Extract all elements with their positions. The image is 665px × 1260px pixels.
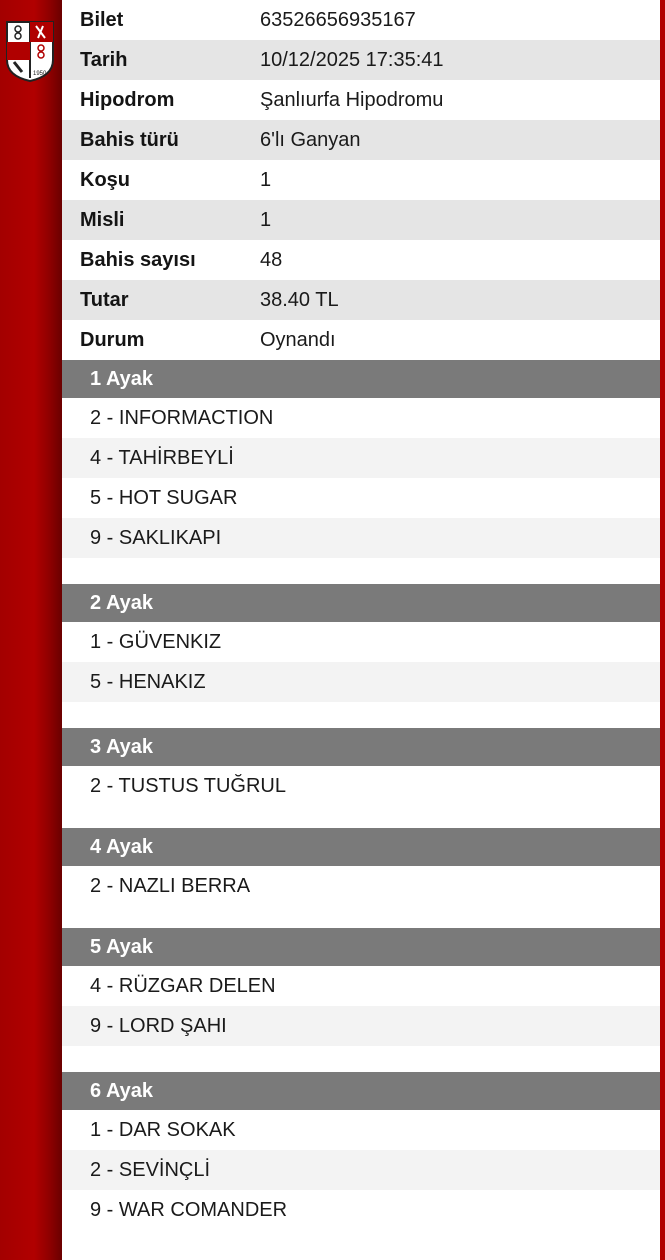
info-label: Durum [80, 328, 145, 351]
sidebar [0, 0, 62, 1260]
info-row [62, 320, 660, 360]
horse-row: 9 - LORD ŞAHI [62, 1006, 660, 1046]
info-label: Tarih [80, 48, 128, 71]
club-crest-icon[interactable] [5, 20, 55, 82]
leg-spacer [62, 806, 660, 828]
info-value: Şanlıurfa Hipodromu [260, 88, 444, 111]
horse-row: 2 - NAZLI BERRA [62, 866, 660, 906]
info-label: Bahis sayısı [80, 248, 196, 271]
leg-spacer [62, 906, 660, 928]
leg-header: 1 Ayak [62, 360, 660, 398]
horse-row: 5 - HOT SUGAR [62, 478, 660, 518]
info-label: Hipodrom [80, 88, 175, 111]
horse-row: 9 - WAR COMANDER [62, 1190, 660, 1230]
info-label: Koşu [80, 168, 130, 191]
right-edge [660, 0, 665, 1260]
leg-header: 4 Ayak [62, 828, 660, 866]
leg-section [62, 584, 660, 728]
info-row [62, 80, 660, 120]
info-row [62, 160, 660, 200]
leg-spacer [62, 558, 660, 584]
info-label: Misli [80, 208, 125, 231]
leg-section [62, 360, 660, 584]
horse-row: 1 - DAR SOKAK [62, 1110, 660, 1150]
info-label: Bilet [80, 8, 124, 31]
leg-section [62, 728, 660, 828]
info-table [62, 0, 660, 360]
info-row [62, 120, 660, 160]
horse-row: 5 - HENAKIZ [62, 662, 660, 702]
horse-row: 2 - TUSTUS TUĞRUL [62, 766, 660, 806]
svg-text:1950: 1950 [33, 71, 47, 77]
legs-list [62, 360, 660, 1230]
leg-section [62, 1072, 660, 1230]
info-value: 63526656935167 [260, 8, 416, 31]
info-label: Tutar [80, 288, 129, 311]
leg-header: 5 Ayak [62, 928, 660, 966]
info-row [62, 280, 660, 320]
info-row [62, 40, 660, 80]
info-value: 6'lı Ganyan [260, 128, 361, 151]
info-value: 38.40 TL [260, 288, 339, 311]
info-value: 10/12/2025 17:35:41 [260, 48, 444, 71]
info-value: 48 [260, 248, 283, 271]
horse-row: 2 - SEVİNÇLİ [62, 1150, 660, 1190]
leg-header: 6 Ayak [62, 1072, 660, 1110]
horse-row: 2 - INFORMACTION [62, 398, 660, 438]
leg-spacer [62, 702, 660, 728]
horse-row: 4 - TAHİRBEYLİ [62, 438, 660, 478]
leg-header: 3 Ayak [62, 728, 660, 766]
horse-row: 4 - RÜZGAR DELEN [62, 966, 660, 1006]
info-value: 1 [260, 208, 272, 231]
horse-row: 1 - GÜVENKIZ [62, 622, 660, 662]
horse-row: 9 - SAKLIKAPI [62, 518, 660, 558]
leg-spacer [62, 1046, 660, 1072]
ticket-details [62, 0, 660, 1230]
info-row [62, 0, 660, 40]
info-label: Bahis türü [80, 128, 179, 151]
info-row [62, 240, 660, 280]
info-value: Oynandı [260, 328, 336, 351]
info-row [62, 200, 660, 240]
leg-section [62, 928, 660, 1072]
info-value: 1 [260, 168, 272, 191]
leg-header: 2 Ayak [62, 584, 660, 622]
leg-section [62, 828, 660, 928]
